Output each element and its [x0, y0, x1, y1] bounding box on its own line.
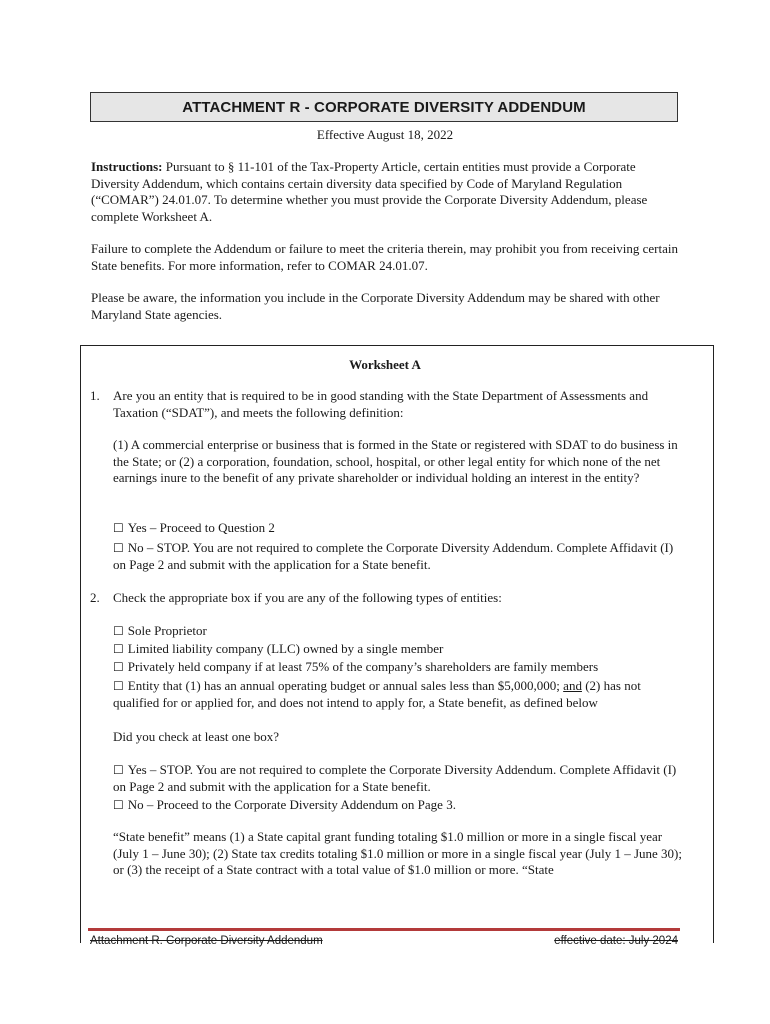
q2-option-label: Limited liability company (LLC) owned by a single member [127, 641, 444, 656]
q1-yes-option[interactable] [113, 520, 683, 537]
q1-no-label: No – STOP. You are not required to complete the Corporate Diversity Addendum. Complete Affidavit (I) on Page 2 and submit with the application for a State benefit. [113, 540, 674, 572]
q2-no-label: No – Proceed to the Corporate Diversity Addendum on Page 3. [127, 797, 456, 812]
checkbox-icon[interactable]: ☐ [113, 679, 124, 693]
q2-option-llc[interactable] [113, 641, 683, 658]
checkbox-icon[interactable]: ☐ [113, 763, 124, 777]
q2-yes-label: Yes – STOP. You are not required to complete the Corporate Diversity Addendum. Complete Affidavit (I) on Page 2 and submit with the application for a State benefit. [113, 762, 677, 794]
q2-option4-text-b: (2) has not qualified for or applied for, and does not intend to apply for, a State benefit, as defined below [113, 678, 641, 710]
check-question: Did you check at least one box? [113, 729, 280, 744]
question-2-text: Check the appropriate box if you are any of the following types of entities: [113, 590, 502, 605]
footer-document-name: Attachment R. Corporate Diversity Addendum [90, 935, 323, 947]
q2-option-small-entity[interactable] [113, 678, 683, 711]
checkbox-icon[interactable]: ☐ [113, 541, 124, 555]
state-benefit-definition: “State benefit” means (1) a State capital grant funding totaling $1.0 million or more in a single fiscal year (July 1 – June 30); (2) State tax credits totaling $1.0 million or more in a single fiscal year (July 1 – June 30); or (3) the receipt of a State contract with a total value of $1.0 million or more. “State [113, 829, 682, 877]
instructions-paragraph [91, 159, 681, 225]
q2-option-label: Sole Proprietor [127, 623, 207, 638]
q2-option4-and: and [563, 678, 582, 693]
q2-option-label: Privately held company if at least 75% of the company’s shareholders are family members [127, 659, 599, 674]
q2-no-option[interactable] [113, 797, 683, 814]
sharing-paragraph: Please be aware, the information you include in the Corporate Diversity Addendum may be shared with other Maryland State agencies. [91, 290, 660, 322]
question-1-definition: (1) A commercial enterprise or business that is formed in the State or registered with SDAT to do business in the State; or (2) a corporation, foundation, school, hospital, or other legal entity for which none of the net earnings inure to the benefit of any private shareholder or individual holding an interest in the entity? [113, 437, 678, 485]
instructions-label: Instructions: [91, 159, 163, 174]
q2-option-sole-proprietor[interactable] [113, 623, 683, 640]
effective-date: Effective August 18, 2022 [316, 127, 454, 142]
failure-paragraph: Failure to complete the Addendum or failure to meet the criteria therein, may prohibit you from receiving certain State benefits. For more information, refer to COMAR 24.01.07. [91, 241, 678, 273]
q2-option-family-company[interactable] [113, 659, 683, 676]
checkbox-icon[interactable]: ☐ [113, 521, 124, 535]
attachment-title [90, 92, 678, 122]
attachment-title-text: ATTACHMENT R - CORPORATE DIVERSITY ADDENDUM [182, 98, 586, 116]
checkbox-icon[interactable]: ☐ [113, 660, 124, 674]
question-1-text: Are you an entity that is required to be in good standing with the State Department of Assessments and Taxation (“SDAT”), and meets the following definition: [113, 388, 649, 420]
footer-effective-date: effective date: July 2024 [554, 935, 678, 947]
checkbox-icon[interactable]: ☐ [113, 798, 124, 812]
checkbox-icon[interactable]: ☐ [113, 624, 124, 638]
instructions-text: Pursuant to § 11-101 of the Tax-Property Article, certain entities must provide a Corporate Diversity Addendum, which contains certain diversity data specified by Code of Maryland Regulation (“COMAR”) 24.01.07. To determine whether you must provide the Corporate Diversity Addendum, please complete Worksheet A. [91, 159, 648, 224]
worksheet-title: Worksheet A [349, 357, 421, 372]
checkbox-icon[interactable]: ☐ [113, 642, 124, 656]
question-2-number: 2. [90, 590, 100, 605]
q1-yes-label: Yes – Proceed to Question 2 [127, 520, 275, 535]
footer-divider [88, 928, 680, 931]
question-1-number: 1. [90, 388, 100, 403]
q1-no-option[interactable] [113, 540, 683, 573]
q2-option4-text-a: Entity that (1) has an annual operating budget or annual sales less than $5,000,000; [127, 678, 564, 693]
q2-yes-option[interactable] [113, 762, 683, 795]
